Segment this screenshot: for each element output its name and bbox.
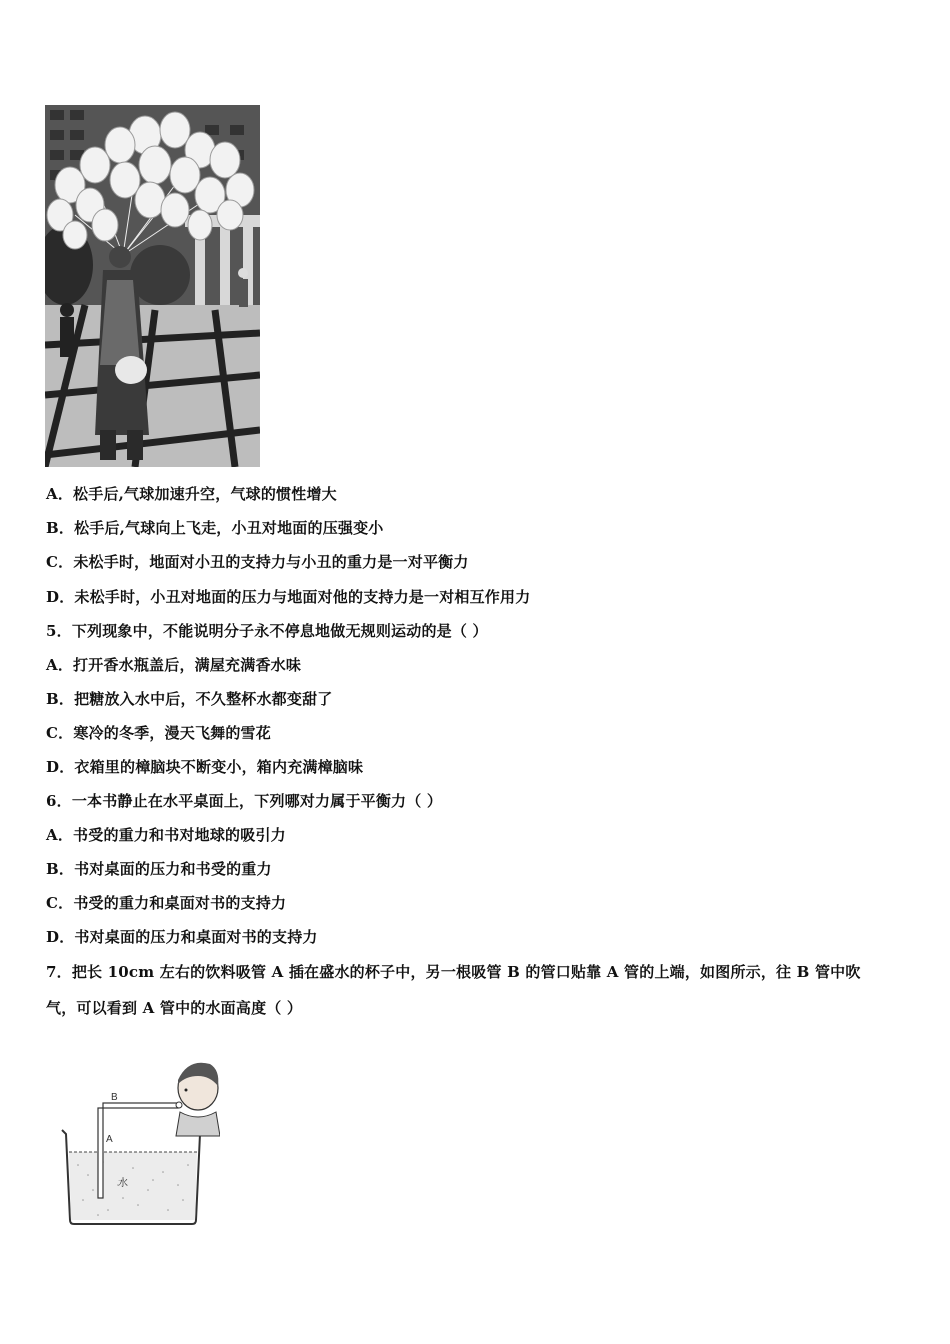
balloon-clown-photo	[45, 105, 260, 467]
q5-option-b: B．把糖放入水中后，不久整杯水都变甜了	[46, 690, 333, 708]
q7-stem-line1: 7．把长 10cm 左右的饮料吸管 A 插在盛水的杯子中，另一根吸管 B 的管口贴靠 A 管的上端，如图所示，往 B 管中吹	[46, 963, 861, 981]
straw-blowing-diagram	[48, 1040, 220, 1226]
q4-option-a: A．松手后,气球加速升空，气球的惯性增大	[46, 485, 337, 503]
tube-b-label: B	[111, 1092, 118, 1103]
q6-option-c: C．书受的重力和桌面对书的支持力	[46, 894, 287, 912]
q5-option-d: D．衣箱里的樟脑块不断变小，箱内充满樟脑味	[46, 758, 364, 776]
q6-stem: 6．一本书静止在水平桌面上，下列哪对力属于平衡力（ ）	[46, 792, 443, 810]
q4-option-b: B．松手后,气球向上飞走，小丑对地面的压强变小	[46, 519, 384, 537]
q5-stem: 5．下列现象中，不能说明分子永不停息地做无规则运动的是（ ）	[46, 622, 488, 640]
q6-option-a: A．书受的重力和书对地球的吸引力	[46, 826, 286, 844]
q5-option-a: A．打开香水瓶盖后，满屋充满香水味	[46, 656, 302, 674]
q4-option-d: D．未松手时，小丑对地面的压力与地面对他的支持力是一对相互作用力	[46, 588, 531, 606]
q6-option-b: B．书对桌面的压力和书受的重力	[46, 860, 272, 878]
q7-stem-line2: 气，可以看到 A 管中的水面高度（ ）	[46, 999, 303, 1017]
boy-blowing-icon	[176, 1063, 220, 1136]
q5-option-c: C．寒冷的冬季，漫天飞舞的雪花	[46, 724, 271, 742]
water-label: 水	[118, 1178, 128, 1189]
q6-option-d: D．书对桌面的压力和桌面对书的支持力	[46, 928, 318, 946]
tube-a-label: A	[106, 1134, 113, 1145]
q4-option-c: C．未松手时，地面对小丑的支持力与小丑的重力是一对平衡力	[46, 553, 469, 571]
